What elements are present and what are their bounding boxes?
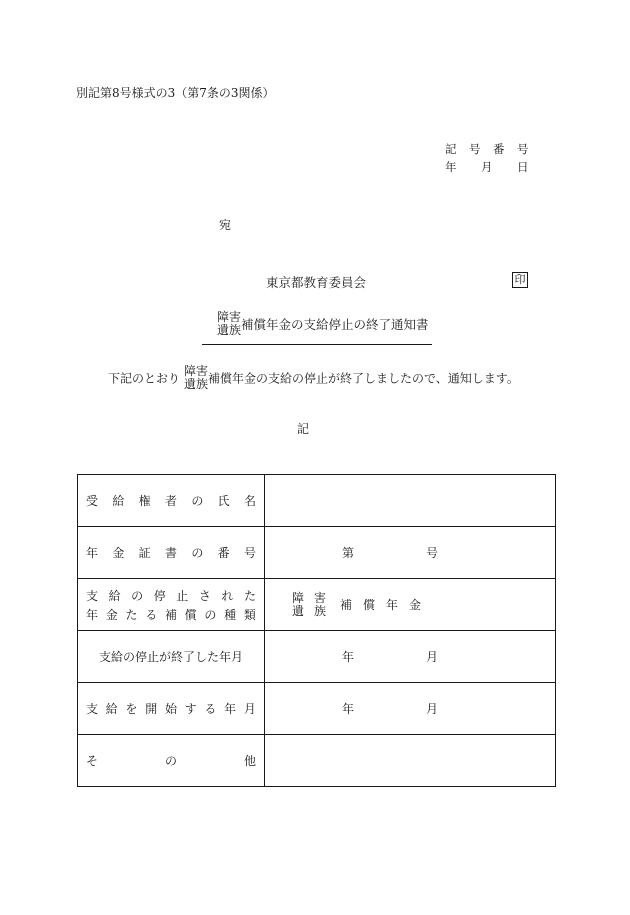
spread-label [86, 492, 256, 509]
other-char: そ [86, 754, 99, 768]
label-suspension-end [78, 631, 265, 683]
table-row [78, 735, 556, 787]
label-char: 金 [105, 607, 118, 622]
label-certificate-number [78, 527, 265, 579]
label-char: 受 [86, 494, 99, 508]
label-char: れ [221, 588, 234, 603]
label-char: 支 [86, 702, 99, 716]
label-char: 月 [243, 702, 256, 716]
label-pension-type [78, 579, 265, 631]
label-char: 名 [243, 494, 256, 508]
label-char: の [131, 588, 144, 603]
spread-label [86, 606, 256, 623]
value-certificate-number [265, 527, 556, 579]
label-char: 種 [224, 607, 237, 622]
end-year: 年 [342, 650, 355, 664]
body-lead: 下記のとおり [108, 371, 181, 386]
addressee-suffix: 宛 [219, 218, 232, 232]
value-suspension-end [265, 631, 556, 683]
label-char: す [184, 702, 197, 716]
body-option-disability: 障害 [184, 364, 209, 378]
title-option-survivor: 遺族 [217, 323, 242, 337]
label-char: 書 [164, 546, 177, 560]
label-char: 権 [138, 494, 151, 508]
table-row [78, 631, 556, 683]
spread-label [86, 544, 256, 561]
label-char: 停 [153, 588, 166, 603]
value-pension-type [265, 579, 556, 631]
label-char: た [243, 588, 256, 603]
issuer-name: 東京都教育委員会 [266, 275, 367, 290]
label-char: 開 [145, 702, 158, 716]
label-char: を [125, 702, 138, 716]
label-char: 給 [112, 494, 125, 508]
label-char: 類 [243, 607, 256, 622]
date-month: 月 [481, 160, 493, 174]
label-char: 始 [164, 702, 177, 716]
label-char: 番 [217, 546, 230, 560]
title-text: 補償年金の支給停止の終了通知書 [241, 317, 429, 332]
body-text: 補償年金の支給の停止が終了しましたので、通知します。 [208, 371, 519, 386]
label-recipient-name [78, 475, 265, 527]
label-payment-start [78, 683, 265, 735]
notes-heading: 記 [297, 422, 310, 436]
label-char: 者 [164, 494, 177, 508]
title-underline [202, 344, 432, 345]
start-year: 年 [342, 702, 355, 716]
label-char: 証 [138, 546, 151, 560]
table-row [78, 579, 556, 631]
body-sentence [108, 365, 519, 391]
spread-label [86, 587, 256, 604]
value-recipient-name [265, 475, 556, 527]
label-other [78, 735, 265, 787]
pension-option-disability: 障害 [292, 590, 337, 605]
start-month: 月 [426, 702, 439, 716]
label-char: 支 [86, 588, 99, 603]
ref-char: 号 [517, 142, 529, 156]
label-char: 金 [112, 546, 125, 560]
title-option-disability: 障害 [217, 310, 242, 324]
label-char: る [204, 702, 217, 716]
date-year: 年 [445, 160, 457, 174]
spread-label [86, 700, 256, 717]
document-title [217, 311, 429, 337]
suspension-end-label: 支給の停止が終了した年月 [98, 650, 243, 664]
body-option-survivor: 遺族 [184, 377, 209, 391]
label-char: の [191, 494, 204, 508]
certificate-dai: 第 [342, 546, 355, 560]
label-char: 止 [176, 588, 189, 603]
value-payment-start [265, 683, 556, 735]
ref-char: 番 [493, 142, 505, 156]
label-char: 年 [86, 546, 99, 560]
label-char: 年 [224, 702, 237, 716]
table-row [78, 475, 556, 527]
label-char: の [191, 546, 204, 560]
label-char: さ [198, 588, 211, 603]
details-table [77, 474, 556, 787]
label-char: 給 [108, 588, 121, 603]
label-char: 年 [86, 607, 99, 622]
other-char: の [164, 754, 177, 768]
label-char: る [145, 607, 158, 622]
label-char: 氏 [217, 494, 230, 508]
date-day: 日 [517, 160, 529, 174]
label-char: た [125, 607, 138, 622]
pension-type-text: 補償年金 [340, 598, 433, 612]
certificate-go: 号 [426, 546, 439, 560]
label-char: 号 [243, 546, 256, 560]
label-char: の [204, 607, 217, 622]
table-row [78, 527, 556, 579]
ref-char: 記 [445, 142, 457, 156]
label-char: 給 [105, 702, 118, 716]
table-row [78, 683, 556, 735]
label-char: 償 [184, 607, 197, 622]
label-char: 補 [164, 607, 177, 622]
end-month: 月 [426, 650, 439, 664]
form-identifier: 別記第8号様式の3（第7条の3関係） [76, 86, 275, 100]
ref-char: 号 [469, 142, 481, 156]
seal-mark: 印 [512, 272, 528, 288]
other-char: 他 [243, 754, 256, 768]
value-other [265, 735, 556, 787]
pension-option-survivor: 遺族 [292, 603, 337, 618]
